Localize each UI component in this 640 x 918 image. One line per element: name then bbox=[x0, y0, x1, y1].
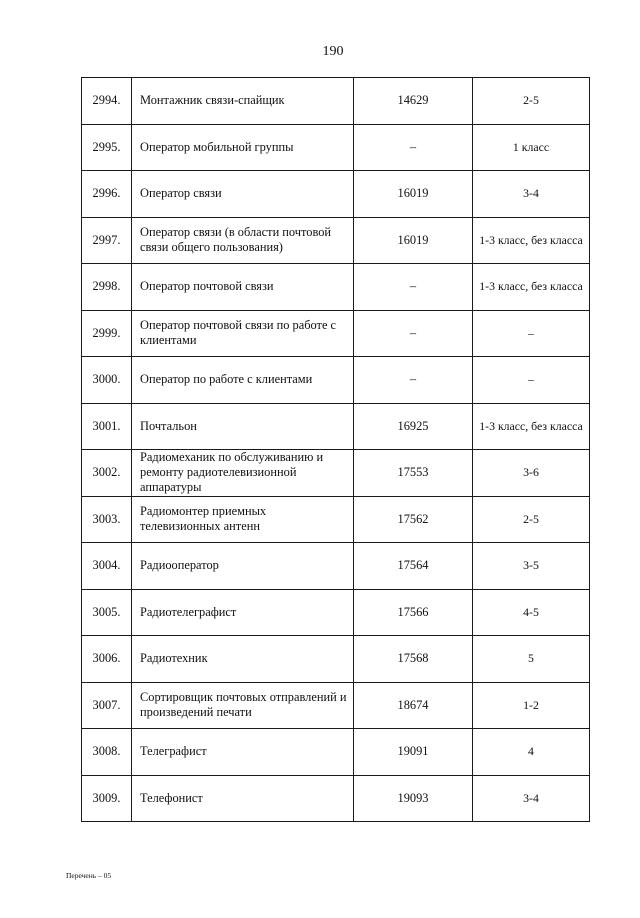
profession-code: – bbox=[354, 264, 473, 311]
grade-range: 4 bbox=[473, 729, 590, 776]
profession-name: Монтажник связи-спайщик bbox=[132, 78, 354, 125]
table-row bbox=[82, 636, 590, 683]
profession-code: – bbox=[354, 357, 473, 404]
grade-range: – bbox=[473, 310, 590, 357]
grade-range: 3-4 bbox=[473, 171, 590, 218]
grade-range: 2-5 bbox=[473, 78, 590, 125]
profession-code: 14629 bbox=[354, 78, 473, 125]
profession-code: 17566 bbox=[354, 589, 473, 636]
row-number: 3001. bbox=[82, 403, 132, 450]
table-row bbox=[82, 310, 590, 357]
grade-range: 2-5 bbox=[473, 496, 590, 543]
profession-name: Почтальон bbox=[132, 403, 354, 450]
profession-name: Оператор почтовой связи bbox=[132, 264, 354, 311]
grade-range: 3-6 bbox=[473, 450, 590, 497]
table-row bbox=[82, 682, 590, 729]
profession-code: 17562 bbox=[354, 496, 473, 543]
table-row bbox=[82, 589, 590, 636]
grade-range: 1-2 bbox=[473, 682, 590, 729]
footer-label: Перечень – 05 bbox=[66, 871, 112, 880]
row-number: 3003. bbox=[82, 496, 132, 543]
row-number: 3002. bbox=[82, 450, 132, 497]
profession-name: Радиотелеграфист bbox=[132, 589, 354, 636]
table-row bbox=[82, 729, 590, 776]
row-number: 2994. bbox=[82, 78, 132, 125]
profession-code: 17553 bbox=[354, 450, 473, 497]
profession-name: Радиотехник bbox=[132, 636, 354, 683]
profession-name: Радиомонтер приемных телевизионных антенн bbox=[132, 496, 354, 543]
grade-range: 1-3 класс, без класса bbox=[473, 403, 590, 450]
profession-code: – bbox=[354, 310, 473, 357]
row-number: 3006. bbox=[82, 636, 132, 683]
profession-name: Сортировщик почтовых отправлений и произведений печати bbox=[132, 682, 354, 729]
profession-name: Телеграфист bbox=[132, 729, 354, 776]
page-number: 190 bbox=[322, 44, 344, 59]
table-row bbox=[82, 450, 590, 497]
row-number: 3008. bbox=[82, 729, 132, 776]
profession-name: Радиооператор bbox=[132, 543, 354, 590]
table-row bbox=[82, 543, 590, 590]
profession-code: 19093 bbox=[354, 775, 473, 822]
table-row bbox=[82, 264, 590, 311]
profession-code: 19091 bbox=[354, 729, 473, 776]
profession-code: 16925 bbox=[354, 403, 473, 450]
grade-range: 4-5 bbox=[473, 589, 590, 636]
row-number: 2995. bbox=[82, 124, 132, 171]
grade-range: 1 класс bbox=[473, 124, 590, 171]
row-number: 2996. bbox=[82, 171, 132, 218]
profession-code: 16019 bbox=[354, 171, 473, 218]
row-number: 2998. bbox=[82, 264, 132, 311]
row-number: 3000. bbox=[82, 357, 132, 404]
profession-name: Телефонист bbox=[132, 775, 354, 822]
table-row bbox=[82, 124, 590, 171]
profession-code: 16019 bbox=[354, 217, 473, 264]
grade-range: 1-3 класс, без класса bbox=[473, 264, 590, 311]
grade-range: 3-4 bbox=[473, 775, 590, 822]
professions-table bbox=[81, 77, 590, 822]
profession-name: Оператор связи bbox=[132, 171, 354, 218]
profession-name: Оператор по работе с клиентами bbox=[132, 357, 354, 404]
profession-code: 17568 bbox=[354, 636, 473, 683]
row-number: 3007. bbox=[82, 682, 132, 729]
table-body bbox=[82, 78, 590, 822]
table-row bbox=[82, 775, 590, 822]
table-row bbox=[82, 403, 590, 450]
profession-code: 17564 bbox=[354, 543, 473, 590]
profession-name: Оператор мобильной группы bbox=[132, 124, 354, 171]
grade-range: 1-3 класс, без класса bbox=[473, 217, 590, 264]
profession-name: Радиомеханик по обслуживанию и ремонту радиотелевизионной аппаратуры bbox=[132, 450, 354, 497]
table-row bbox=[82, 78, 590, 125]
grade-range: 5 bbox=[473, 636, 590, 683]
row-number: 3004. bbox=[82, 543, 132, 590]
table-row bbox=[82, 217, 590, 264]
grade-range: – bbox=[473, 357, 590, 404]
row-number: 2997. bbox=[82, 217, 132, 264]
profession-name: Оператор связи (в области почтовой связи общего пользования) bbox=[132, 217, 354, 264]
row-number: 3009. bbox=[82, 775, 132, 822]
row-number: 3005. bbox=[82, 589, 132, 636]
table-row bbox=[82, 171, 590, 218]
profession-code: – bbox=[354, 124, 473, 171]
table-row bbox=[82, 357, 590, 404]
profession-code: 18674 bbox=[354, 682, 473, 729]
profession-name: Оператор почтовой связи по работе с клиентами bbox=[132, 310, 354, 357]
grade-range: 3-5 bbox=[473, 543, 590, 590]
row-number: 2999. bbox=[82, 310, 132, 357]
table-row bbox=[82, 496, 590, 543]
